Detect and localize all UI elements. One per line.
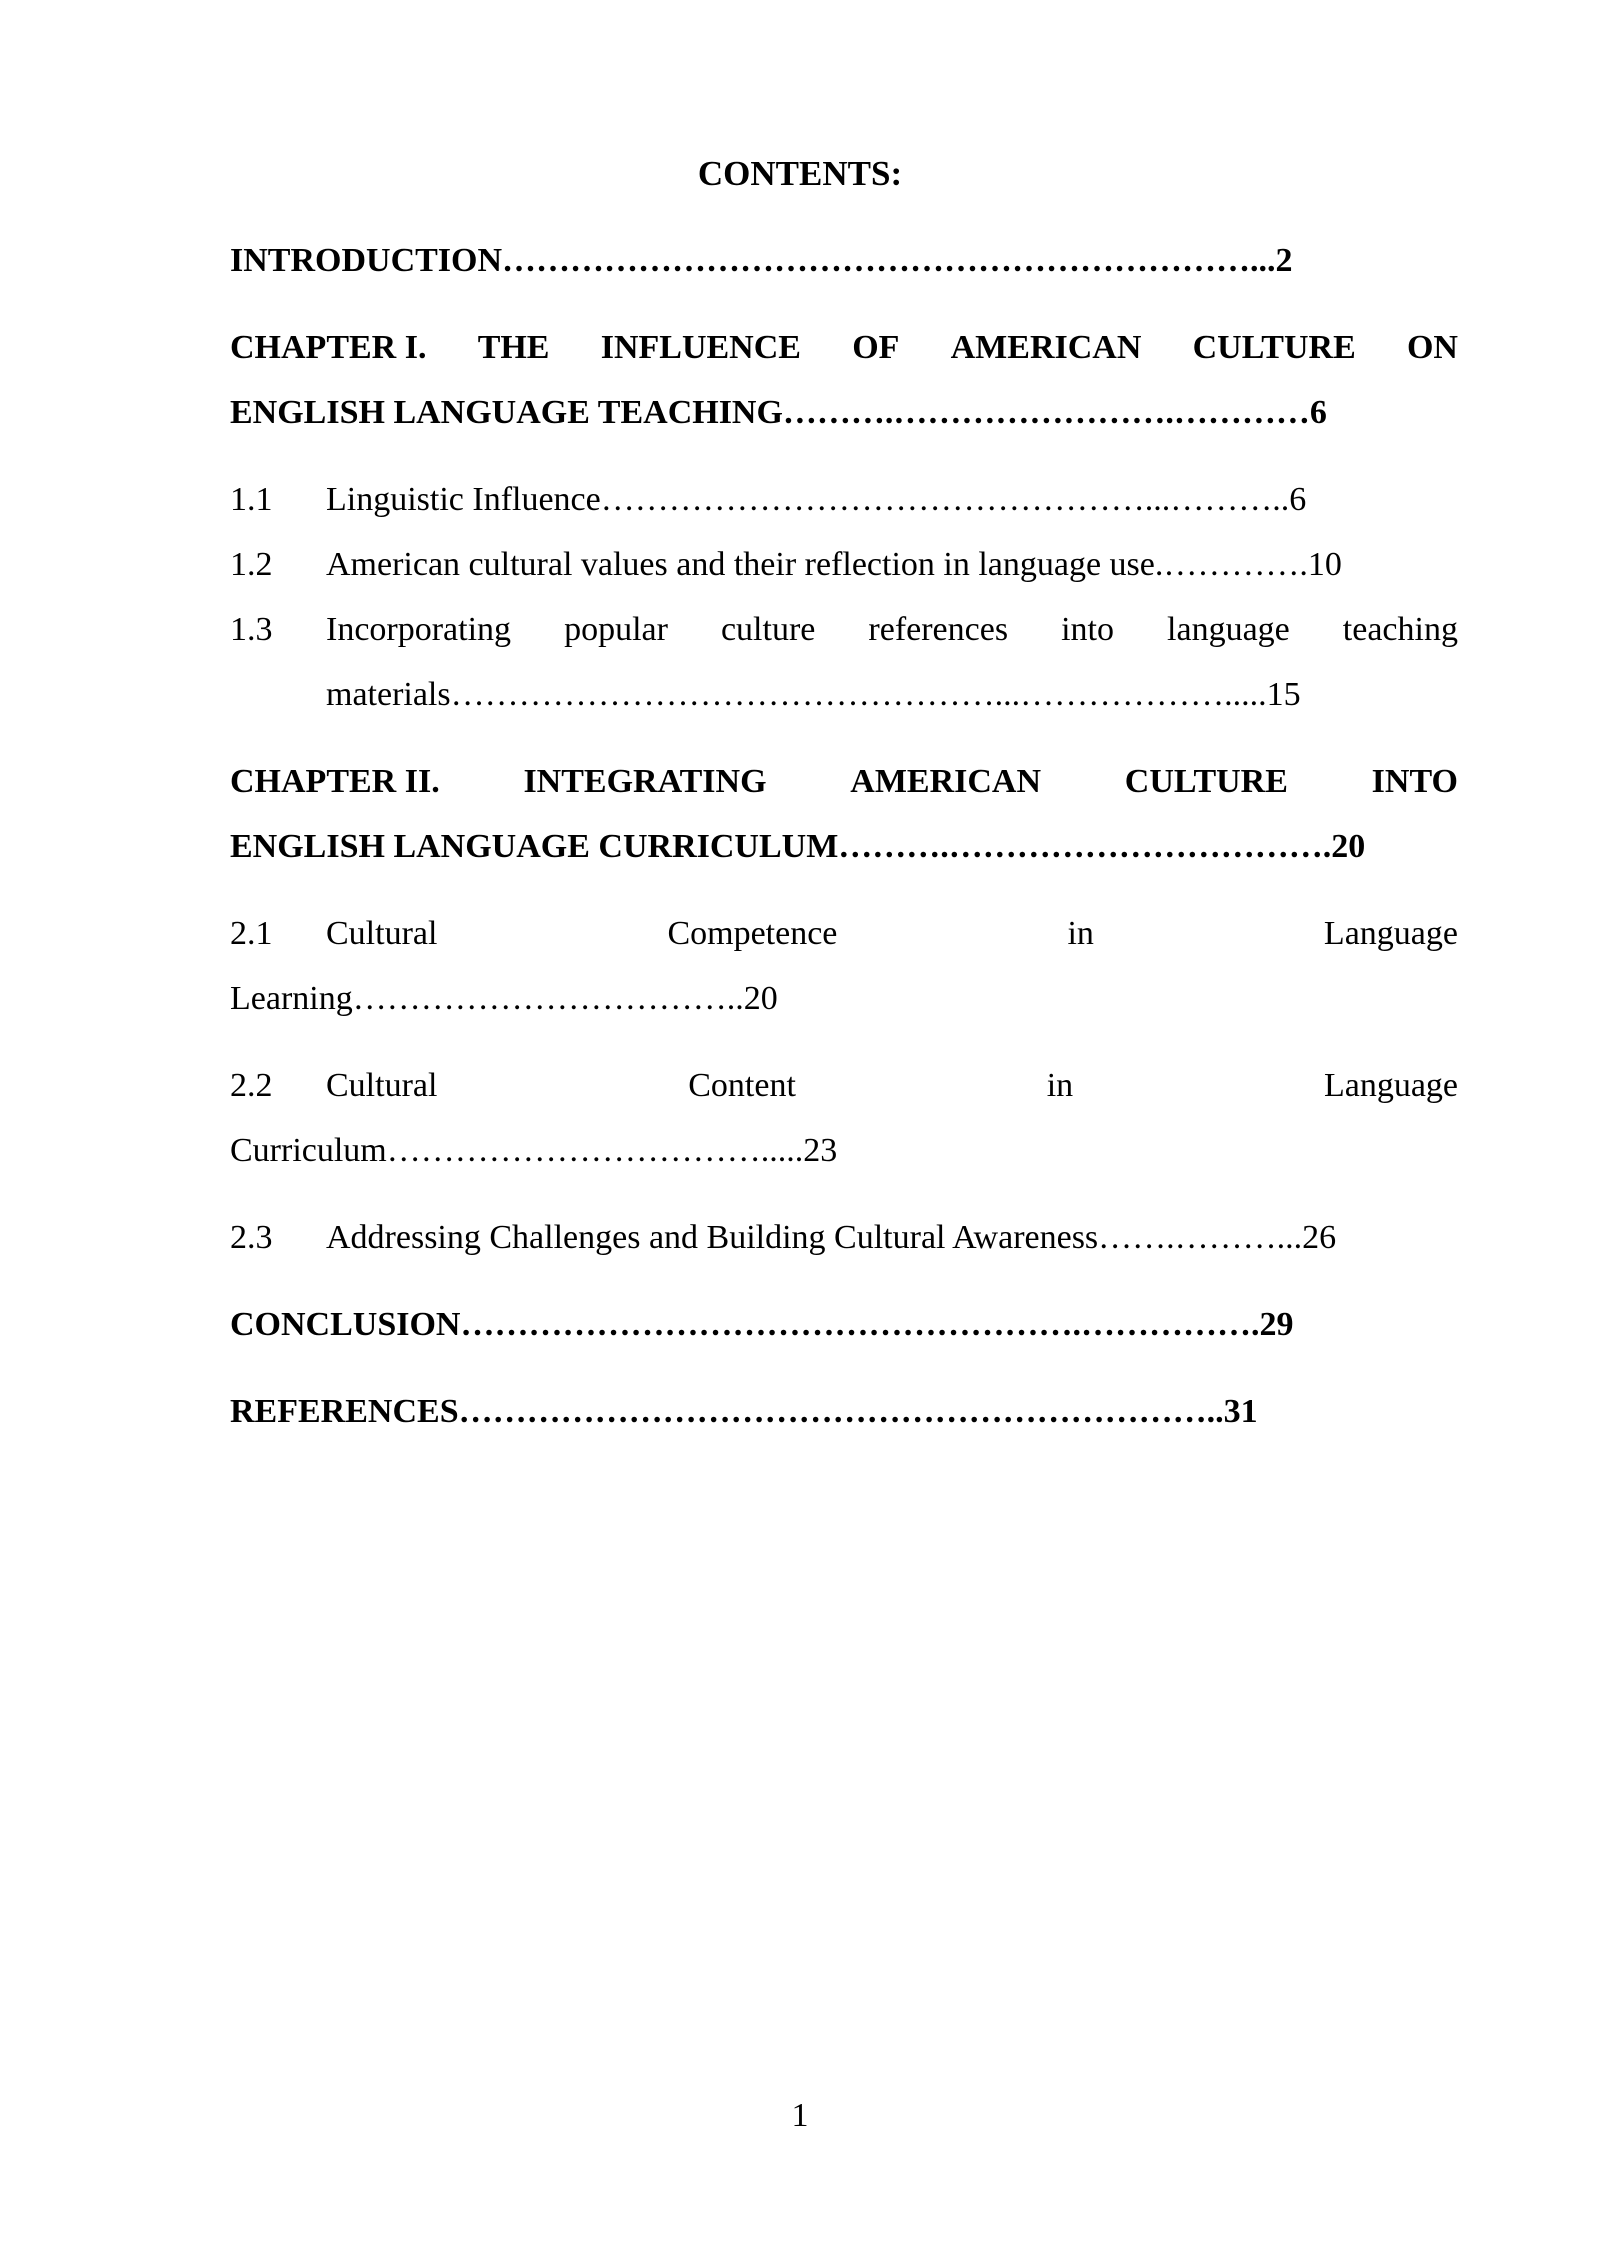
section-2-2-word: in [1046,1067,1074,1104]
section-1-3-word: Incorporating [326,611,512,648]
section-2-2-word: Cultural [326,1067,438,1104]
chapter-2-word: AMERICAN [850,763,1042,800]
section-2-2-line-2[interactable]: Curriculum…………………………….....23 [230,1132,838,1169]
toc-entry-1-3[interactable] [326,608,1458,652]
section-1-3-number: 1.3 [230,611,273,648]
toc-entry-2-1[interactable] [230,912,1458,956]
toc-entry-chapter-2[interactable] [230,760,1458,804]
section-2-1-word: Language [1323,915,1458,952]
section-1-3-word: into [1061,611,1114,648]
chapter-1-word: ON [1406,329,1458,366]
chapter-2-word: INTEGRATING [523,763,767,800]
section-2-2-word: Content [688,1067,796,1104]
section-1-3-word: references [868,611,1009,648]
section-2-3-number: 2.3 [230,1219,273,1256]
toc-entry-references[interactable]: REFERENCES…………………………………………………………..31 [230,1393,1258,1430]
chapter-2-word: CHAPTER II. [230,763,440,800]
toc-entry-chapter-1[interactable] [230,326,1458,370]
page-number: 1 [791,2097,809,2134]
section-2-1-word: in [1067,915,1094,952]
section-1-3-line-2[interactable]: materials…………………………………………...……………….....15 [326,676,1301,713]
section-2-2-word: Language [1323,1067,1458,1104]
chapter-1-word: INFLUENCE [600,329,801,366]
chapter-2-line-2[interactable]: ENGLISH LANGUAGE CURRICULUM……….…………………………….20 [230,828,1366,865]
section-1-3-word: teaching [1342,611,1458,648]
section-2-1-line-2[interactable]: Learning……………………………..20 [230,980,778,1017]
chapter-2-word: INTO [1371,763,1458,800]
section-1-3-word: culture [720,611,816,648]
chapter-1-word: THE [477,329,550,366]
section-2-2-number: 2.2 [230,1067,273,1104]
section-1-1-number: 1.1 [230,481,273,518]
toc-entry-introduction[interactable]: INTRODUCTION…………………………………………………………...2 [230,242,1293,279]
chapter-1-word: OF [852,329,900,366]
toc-entry-1-2[interactable]: American cultural values and their reflection in language use.………….10 [326,546,1342,583]
toc-entry-2-2[interactable] [230,1064,1458,1108]
chapter-1-line-2[interactable]: ENGLISH LANGUAGE TEACHING……….…………………….…………6 [230,394,1327,431]
toc-entry-conclusion[interactable]: CONCLUSION……………………………………………….…………….29 [230,1306,1294,1343]
section-2-1-word: Cultural [326,915,438,952]
chapter-1-word: CULTURE [1192,329,1356,366]
chapter-1-word: CHAPTER I. [230,329,427,366]
toc-entry-1-1[interactable]: Linguistic Influence…………………………………………...………..6 [326,481,1307,518]
contents-title: CONTENTS: [697,154,903,193]
toc-entry-2-3[interactable]: Addressing Challenges and Building Cultural Awareness…….………...26 [326,1219,1337,1256]
section-2-1-number: 2.1 [230,915,273,952]
section-2-1-word: Competence [667,915,838,952]
section-1-3-word: language [1167,611,1290,648]
chapter-2-word: CULTURE [1124,763,1288,800]
chapter-1-word: AMERICAN [950,329,1142,366]
section-1-3-word: popular [564,611,668,648]
section-1-2-number: 1.2 [230,546,273,583]
